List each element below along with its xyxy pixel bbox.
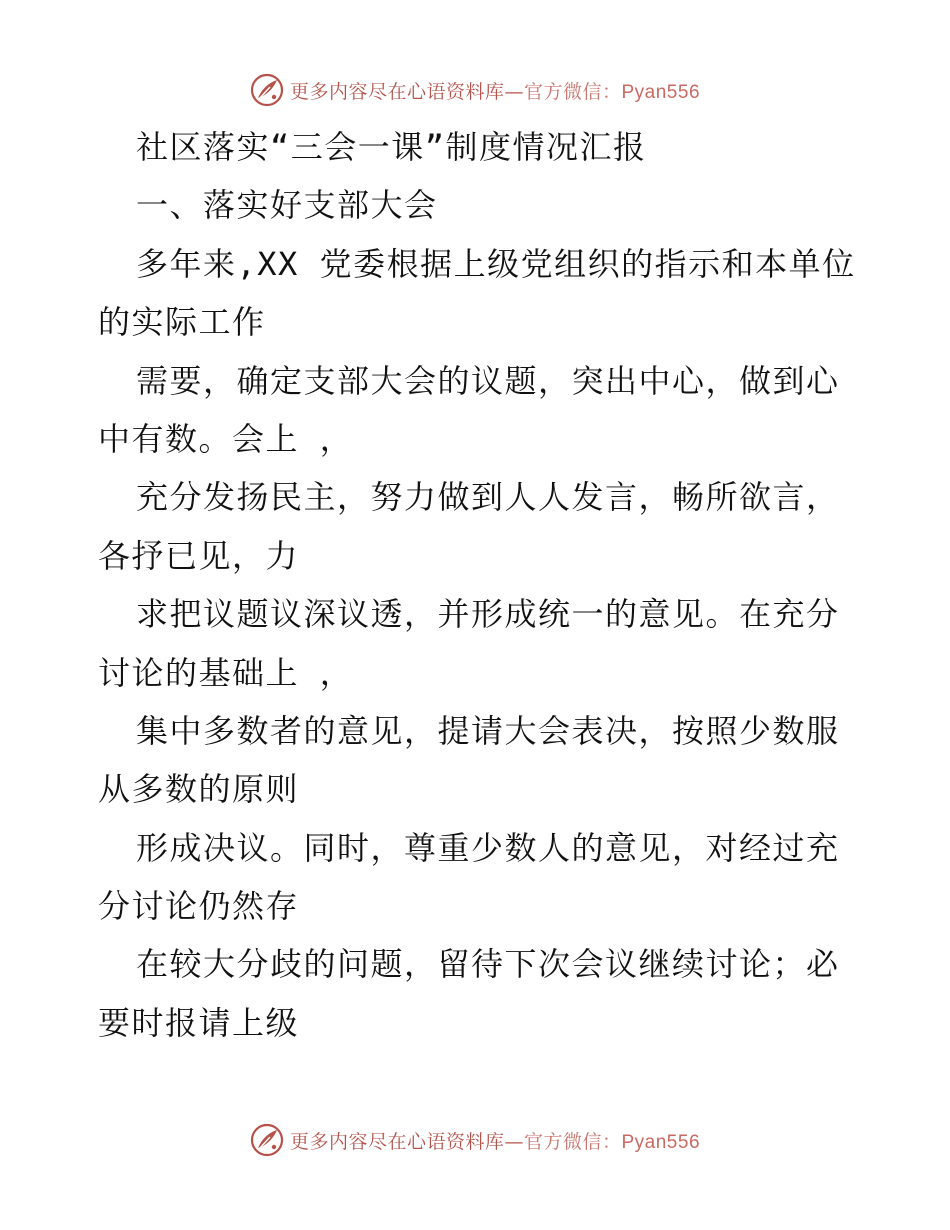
watermark-text: 更多内容尽在心语资料库—官方微信：Pyan556 — [289, 1130, 701, 1153]
paragraph-block — [98, 235, 858, 1052]
body-line: 中有数。会上 ， — [98, 419, 354, 458]
body-line: 充分发扬民主，努力做到人人发言，畅所欲言， — [136, 478, 840, 517]
watermark-text: 更多内容尽在心语资料库—官方微信：Pyan556 — [289, 80, 701, 103]
section-heading: 一、落实好支部大会 — [136, 186, 438, 225]
body-line: 要时报请上级 — [98, 1003, 300, 1042]
body-line: 从多数的原则 — [98, 770, 300, 809]
body-line: 多年来,XX 党委根据上级党组织的指示和本单位 — [136, 244, 856, 283]
body-line: 集中多数者的意见，提请大会表决，按照少数服 — [136, 711, 840, 750]
body-line: 讨论的基础上 ， — [98, 653, 354, 692]
body-line: 的实际工作 — [98, 303, 266, 342]
body-line: 形成决议。同时，尊重少数人的意见，对经过充 — [136, 828, 840, 867]
feather-logo-icon — [250, 73, 284, 107]
body-line: 在较大分歧的问题，留待下次会议继续讨论；必 — [136, 945, 840, 984]
body-line: 需要，确定支部大会的议题，突出中心，做到心 — [136, 361, 840, 400]
document-title: 社区落实“三会一课”制度情况汇报 — [136, 128, 647, 166]
body-line: 分讨论仍然存 — [98, 887, 300, 926]
body-line: 各抒已见，力 — [98, 536, 300, 575]
watermark-banner-top — [0, 70, 950, 110]
body-line: 求把议题议深议透，并形成统一的意见。在充分 — [136, 595, 840, 634]
feather-logo-icon — [250, 1123, 284, 1157]
watermark-banner-bottom — [0, 1120, 950, 1160]
document-body — [98, 118, 858, 1052]
